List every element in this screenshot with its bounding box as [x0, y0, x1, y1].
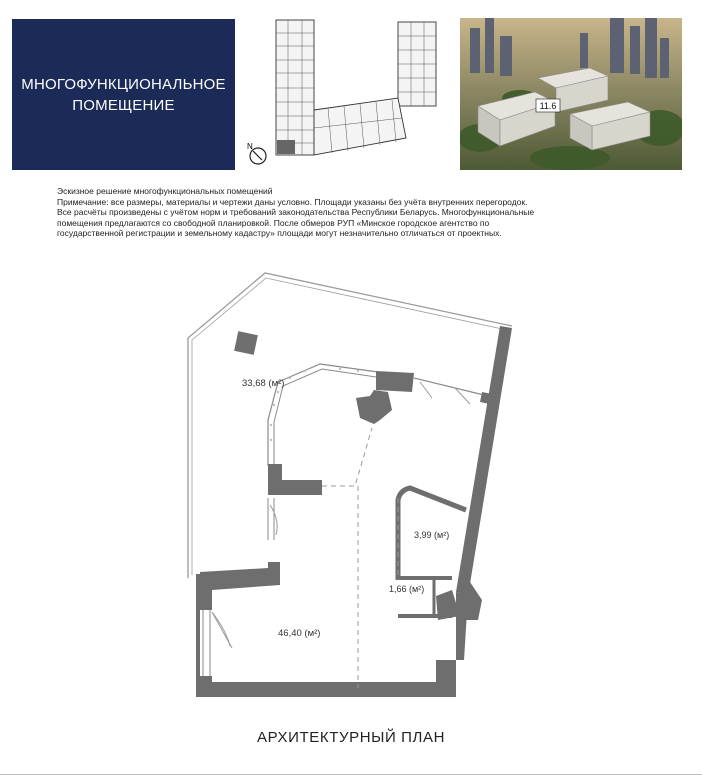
note-line-4: помещения предлагаются со свободной планировкой. После обмеров РУП «Минское городское агентство по: [57, 217, 490, 228]
note-line-2: Примечание: все размеры, материалы и чертежи даны условно. Площади указаны без учёта внутренних перегородок.: [57, 196, 528, 207]
building-badge: 11.6: [539, 101, 557, 111]
title-line-2: ПОМЕЩЕНИЕ: [72, 96, 175, 114]
title-line-1: МНОГОФУНКЦИОНАЛЬНОЕ: [21, 75, 226, 93]
terrace-outline: [188, 273, 512, 578]
column: [234, 331, 258, 355]
floor-plan: [180, 262, 525, 702]
area-main: 46,40 (м²): [278, 628, 321, 639]
title-banner: [12, 19, 235, 170]
note-line-3: Все расчёты произведены с учётом норм и требований законодательства Республики Беларусь. Многофункциональные: [57, 207, 535, 218]
key-plan: [246, 18, 451, 170]
divider: [0, 774, 702, 775]
north-label: N: [247, 142, 253, 151]
plan-title: АРХИТЕКТУРНЫЙ ПЛАН: [256, 729, 446, 746]
area-room-1: 3,99 (м²): [414, 530, 450, 540]
exterior-wall-right: [456, 326, 512, 596]
disclaimer-note: [57, 186, 657, 239]
note-line-5: государственной регистрации и земельному кадастру» площади могут незначительно отличаться от проектных.: [57, 228, 502, 239]
aerial-render: [460, 18, 682, 170]
area-terrace: 33,68 (м²): [242, 378, 285, 389]
note-line-1: Эскизное решение многофункциональных помещений: [57, 186, 273, 196]
area-room-2: 1,66 (м²): [389, 584, 425, 594]
